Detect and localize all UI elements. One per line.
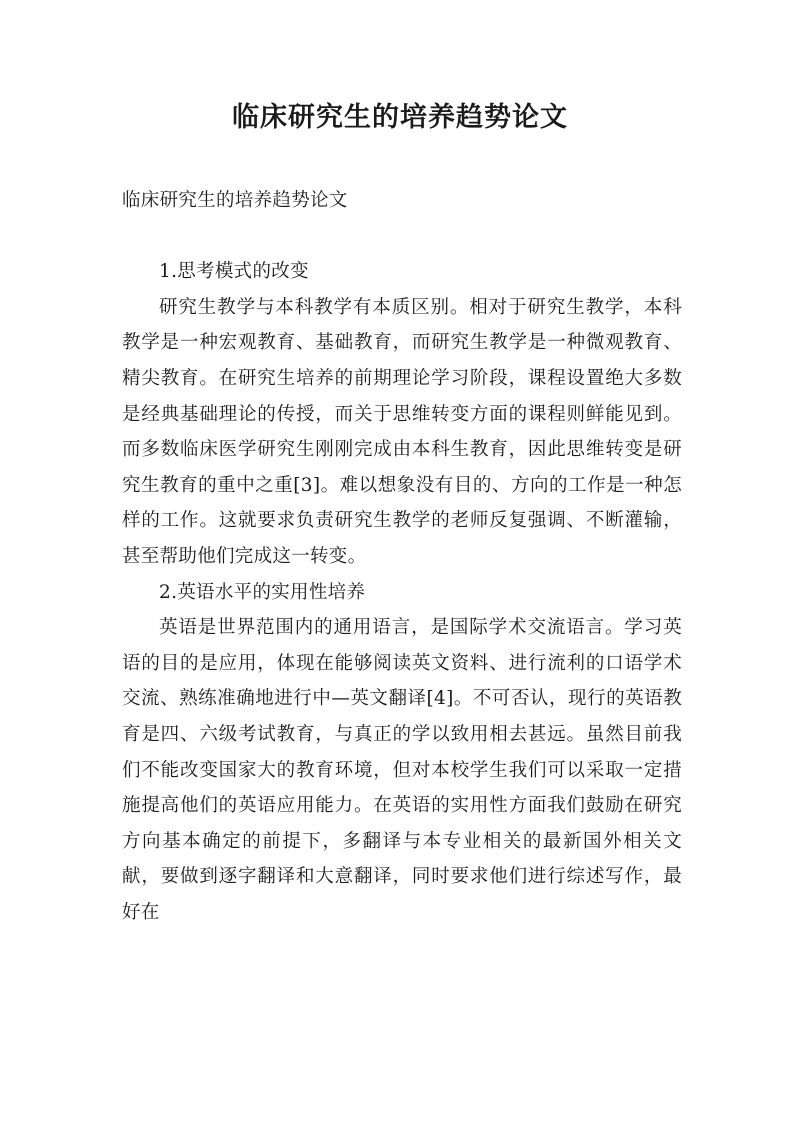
document-body bbox=[122, 183, 682, 930]
section-heading-english-training: 2.英语水平的实用性培养 bbox=[159, 581, 366, 603]
section-paragraph-thinking-mode: 研究生教学与本科教学有本质区别。相对于研究生教学，本科教学是一种宏观教育、基础教育，而研究生教学是一种微观教育、精尖教育。在研究生培养的前期理论学习阶段，课程设置绝大多数是经典基础理论的传授，而关于思维转变方面的课程则鲜能见到。而多数临床医学研究生刚刚完成由本科生教育，因此思维转变是研究生教育的重中之重[3]。难以想象没有目的、方向的工作是一种怎样的工作。这就要求负责研究生教学的老师反复强调、不断灌输，甚至帮助他们完成这一转变。 bbox=[122, 296, 682, 567]
section-paragraph-english-training: 英语是世界范围内的通用语言，是国际学术交流语言。学习英语的目的是应用，体现在能够阅读英文资料、进行流利的口语学术交流、熟练准确地进行中—英文翻译[4]。不可否认，现行的英语教育是四、六级考试教育，与真正的学以致用相去甚远。虽然目前我们不能改变国家大的教育环境，但对本校学生我们可以采取一定措施提高他们的英语应用能力。在英语的实用性方面我们鼓励在研究方向基本确定的前提下，多翻译与本专业相关的最新国外相关文献，要做到逐字翻译和大意翻译，同时要求他们进行综述写作，最好在 bbox=[122, 617, 682, 923]
document-subtitle: 临床研究生的培养趋势论文 bbox=[122, 190, 348, 211]
section-heading-thinking-mode: 1.思考模式的改变 bbox=[159, 261, 309, 283]
document-title: 临床研究生的培养趋势论文 bbox=[232, 102, 568, 133]
